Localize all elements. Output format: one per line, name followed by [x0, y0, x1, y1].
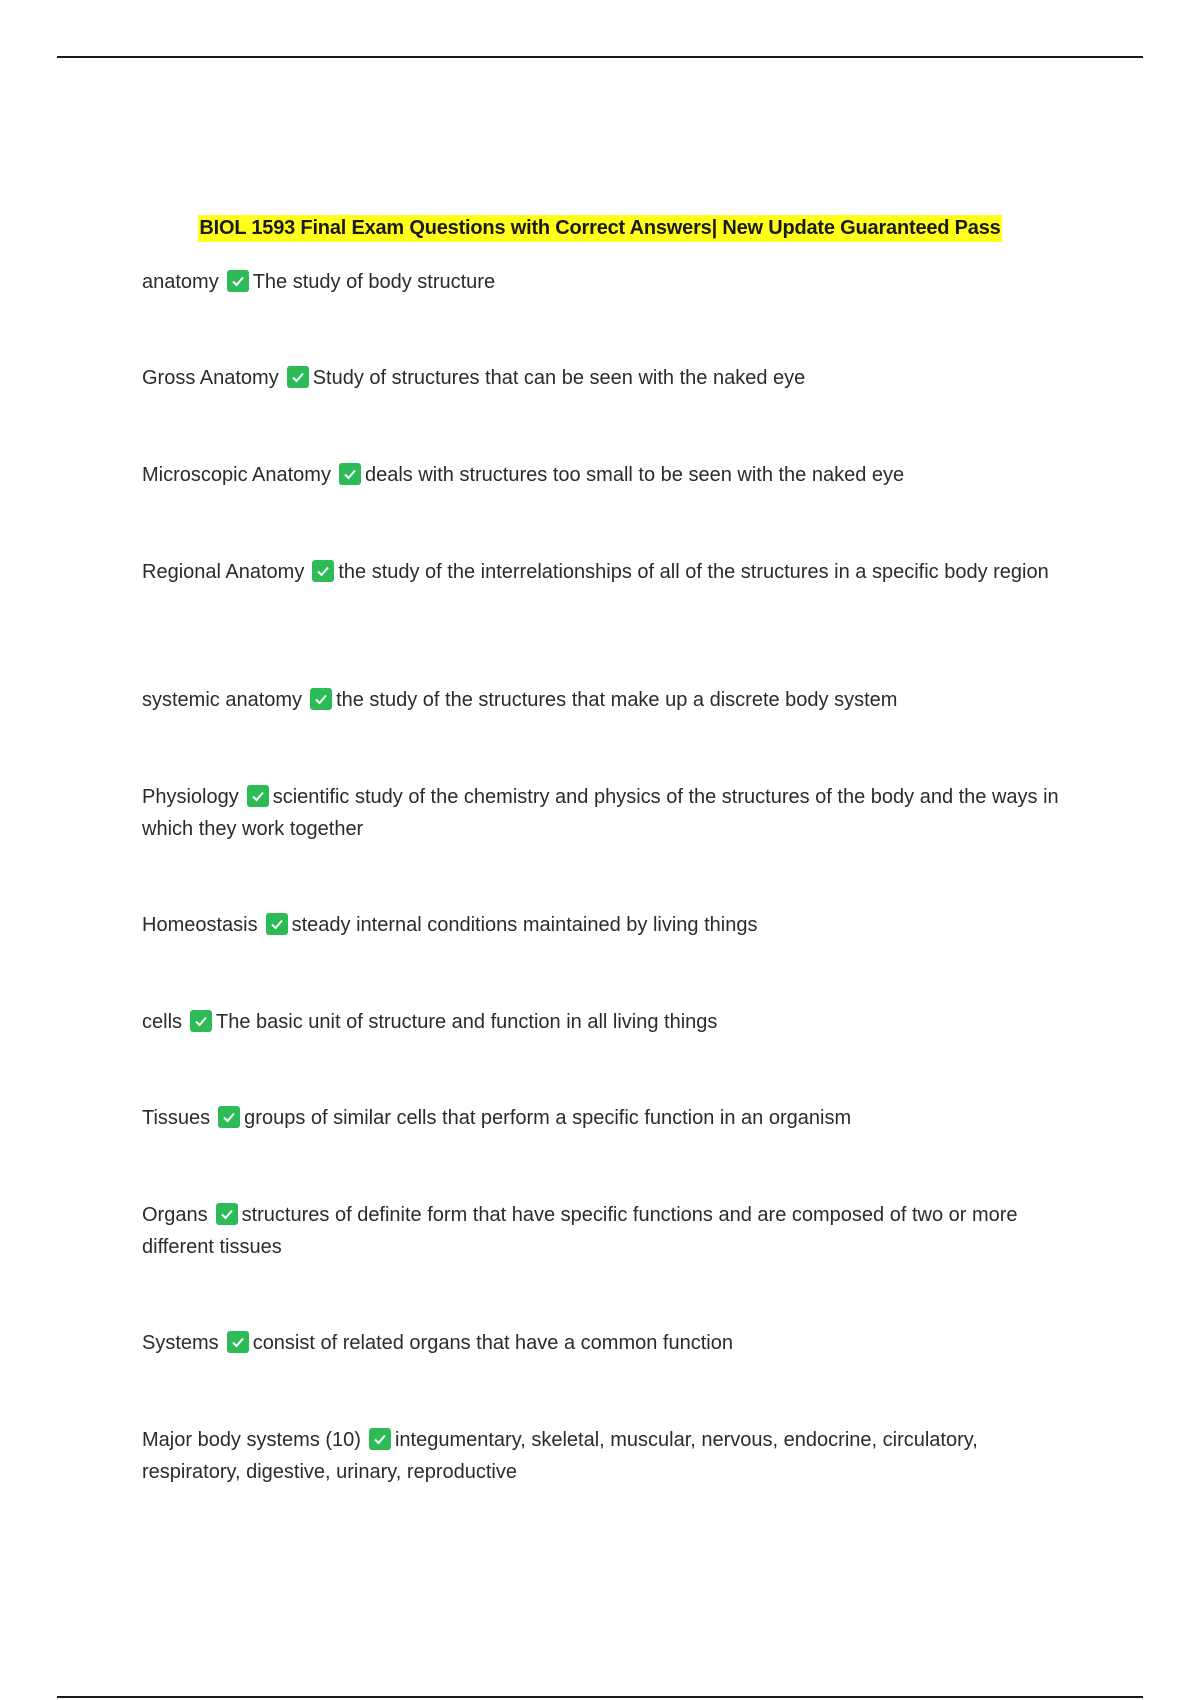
check-icon — [218, 1106, 240, 1128]
qa-entry — [142, 684, 1072, 716]
term: Regional Anatomy — [142, 561, 305, 583]
qa-entry — [142, 266, 1072, 298]
definition: the study of the interrelationships of all of the structures in a specific body region — [338, 561, 1049, 583]
definition: Study of structures that can be seen with the naked eye — [312, 367, 806, 389]
qa-entry — [142, 1102, 1072, 1134]
definition: scientific study of the chemistry and physics of the structures of the body and the ways in which they work together — [142, 786, 1059, 840]
term: Gross Anatomy — [142, 367, 279, 389]
title-container — [0, 215, 1200, 242]
term: Microscopic Anatomy — [142, 464, 331, 486]
definition: The study of body structure — [252, 271, 496, 293]
qa-entry — [142, 459, 1072, 491]
qa-entry — [142, 1006, 1072, 1038]
definition: consist of related organs that have a common function — [252, 1332, 733, 1354]
check-icon — [227, 1331, 249, 1353]
definition: groups of similar cells that perform a specific function in an organism — [244, 1107, 852, 1129]
definition: steady internal conditions maintained by living things — [291, 914, 758, 936]
check-icon — [190, 1010, 212, 1032]
qa-entry — [142, 1424, 1072, 1488]
check-icon — [312, 560, 334, 582]
term: Organs — [142, 1204, 208, 1226]
term: Homeostasis — [142, 914, 258, 936]
term: systemic anatomy — [142, 689, 303, 711]
definition: The basic unit of structure and function in all living things — [216, 1011, 718, 1033]
definition: integumentary, skeletal, muscular, nervous, endocrine, circulatory, respiratory, digestive, urinary, reproductive — [142, 1429, 978, 1483]
definition: the study of the structures that make up a discrete body system — [336, 689, 898, 711]
term: Physiology — [142, 786, 239, 808]
page-title: BIOL 1593 Final Exam Questions with Correct Answers| New Update Guaranteed Pass — [198, 215, 1001, 242]
term: Systems — [142, 1332, 219, 1354]
check-icon — [369, 1428, 391, 1450]
term: Tissues — [142, 1107, 211, 1129]
term: Major body systems (10) — [142, 1429, 361, 1451]
qa-entry — [142, 1199, 1072, 1263]
qa-entry — [142, 556, 1072, 588]
term: anatomy — [142, 271, 219, 293]
definition: deals with structures too small to be seen with the naked eye — [364, 464, 905, 486]
qa-entry — [142, 909, 1072, 941]
definition: structures of definite form that have specific functions and are composed of two or more different tissues — [142, 1204, 1018, 1258]
check-icon — [339, 463, 361, 485]
qa-entry — [142, 1327, 1072, 1359]
check-icon — [310, 688, 332, 710]
check-icon — [287, 366, 309, 388]
check-icon — [216, 1203, 238, 1225]
check-icon — [266, 913, 288, 935]
qa-entry — [142, 362, 1072, 394]
header-rule — [57, 56, 1143, 58]
check-icon — [247, 785, 269, 807]
footer-rule — [57, 1696, 1143, 1698]
qa-entry — [142, 781, 1072, 845]
check-icon — [227, 270, 249, 292]
term: cells — [142, 1011, 183, 1033]
